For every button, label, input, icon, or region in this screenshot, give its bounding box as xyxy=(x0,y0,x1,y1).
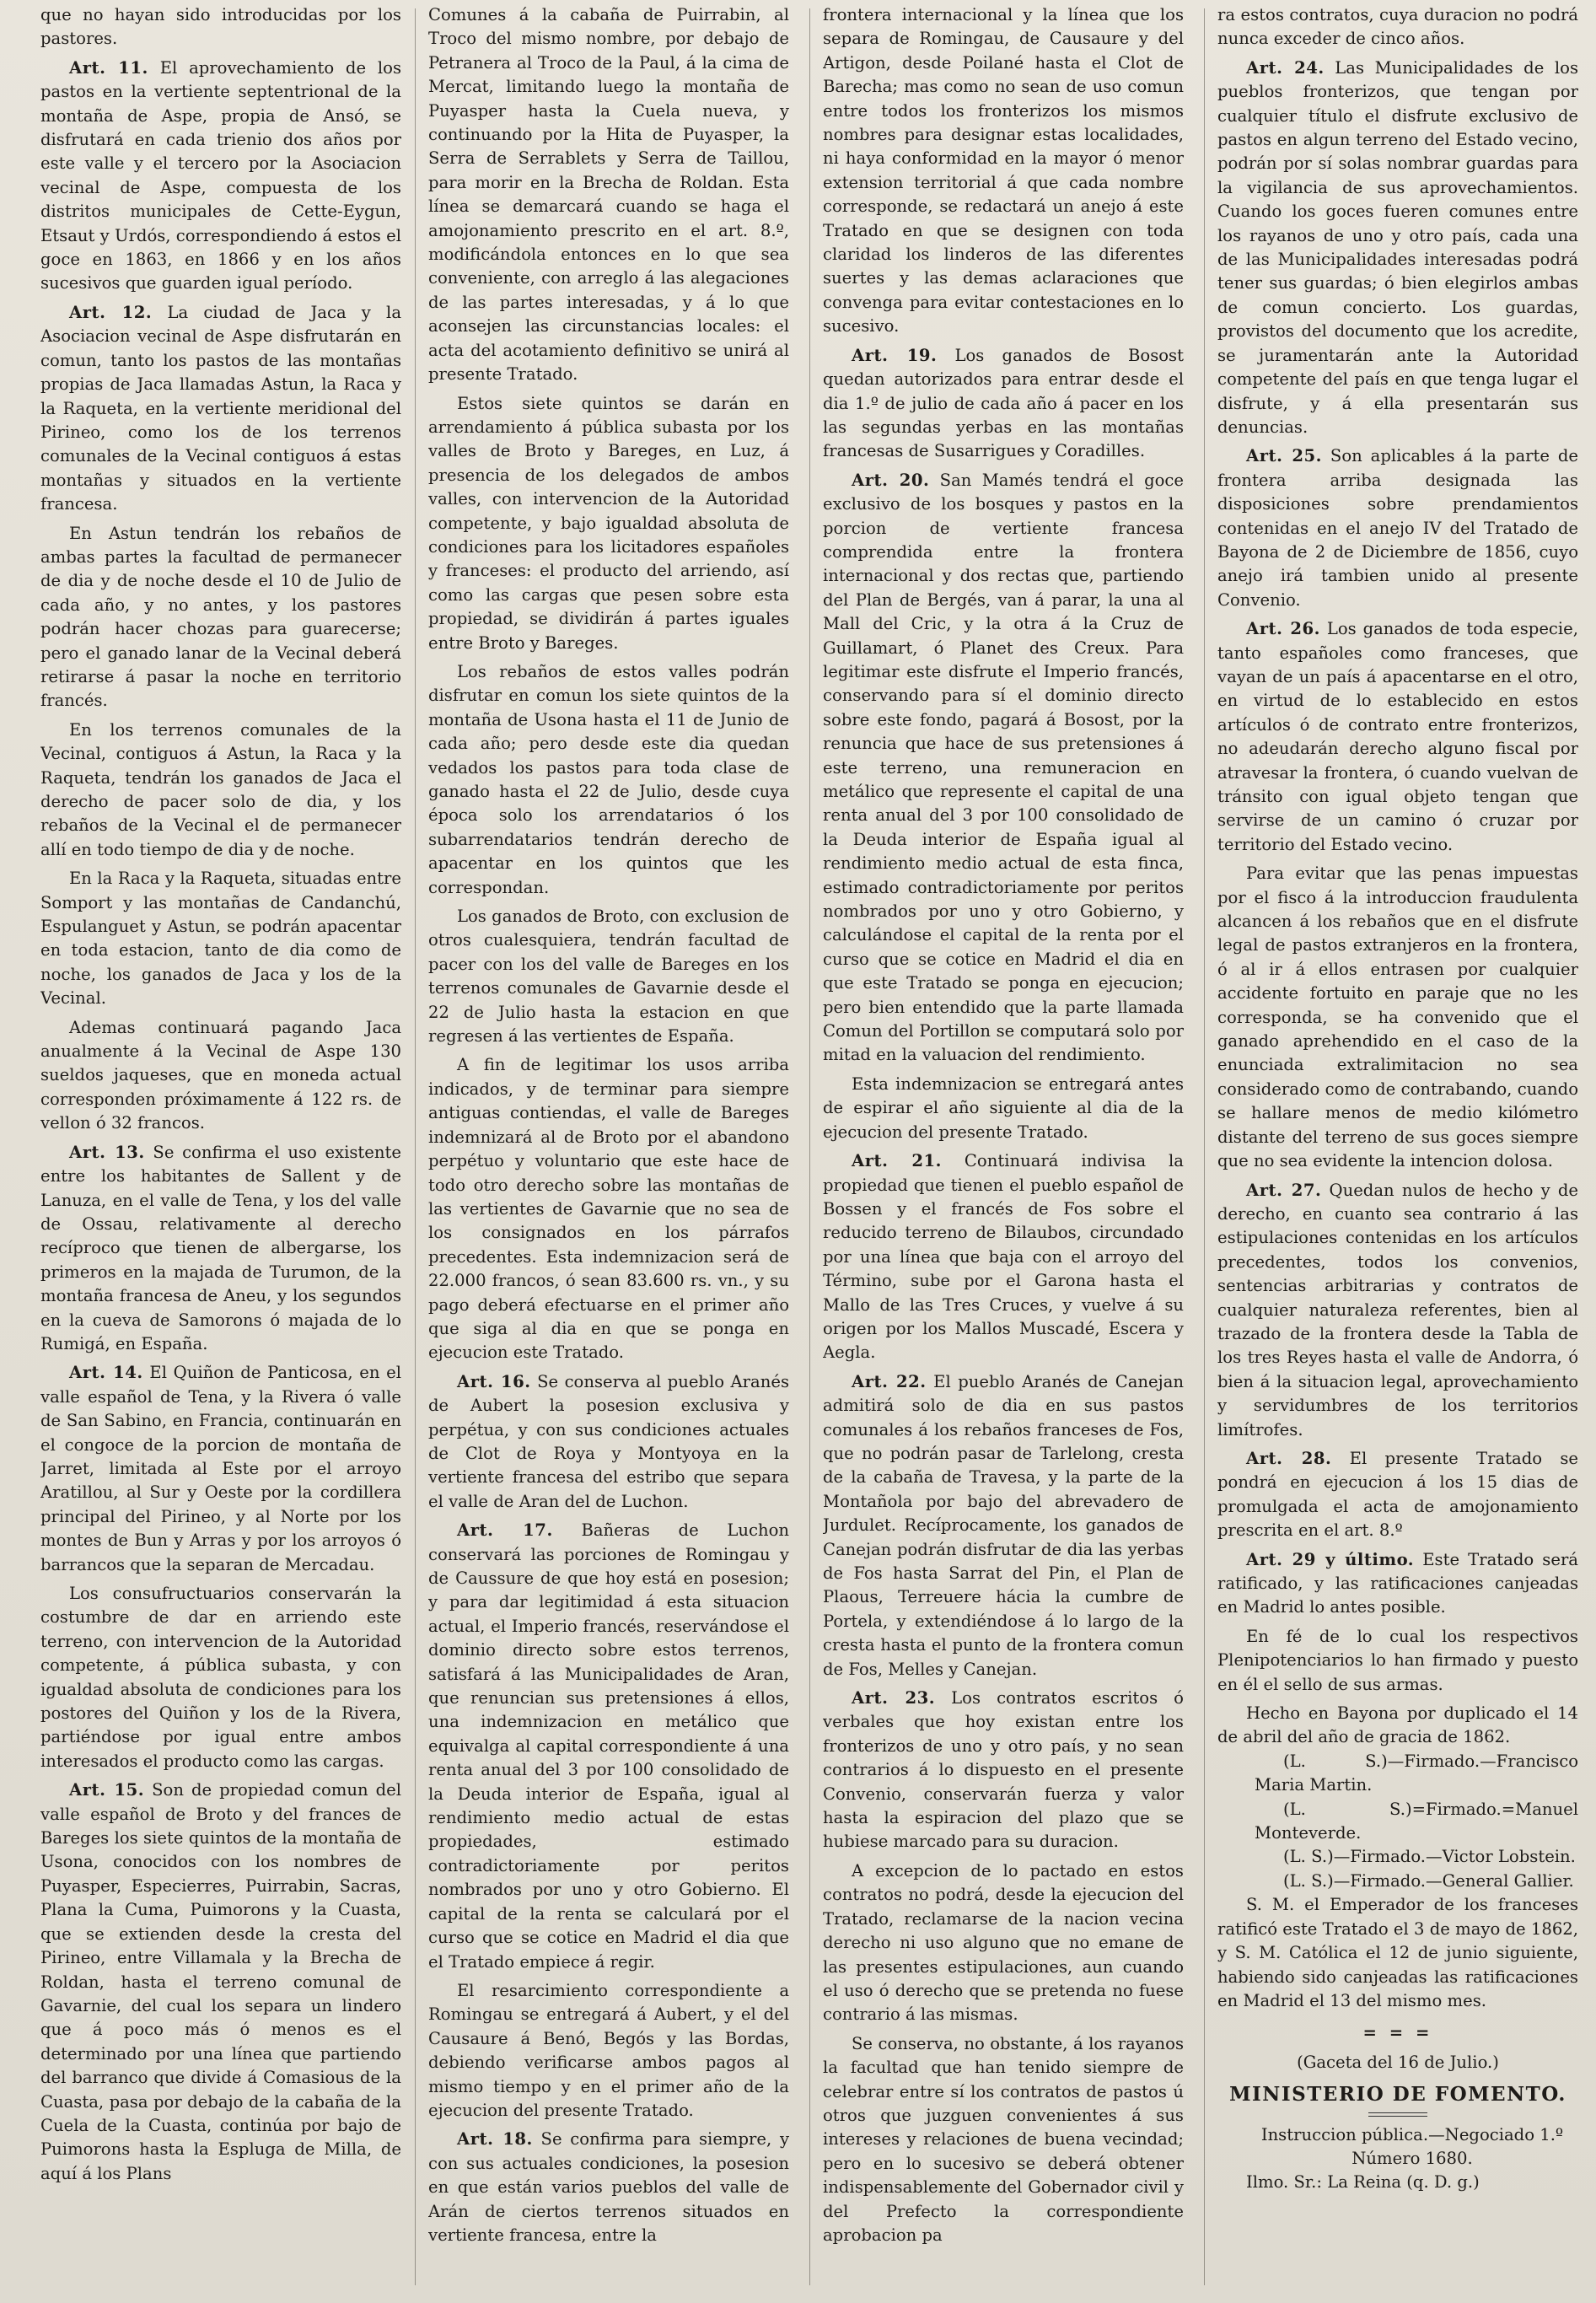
paragraph-text: En Astun tendrán los rebaños de ambas partes la facultad de permanecer de dia y de noche desde el 10 de Julio de cada año, y no antes, y los pastores podrán hacer chozas para guarecerse; pero el ganado lanar de la Vecinal deberá retirarse á pasar la noche en territorio francés. xyxy=(40,523,401,711)
paragraph xyxy=(428,1519,789,1974)
paragraph-text: Ademas continuará pagando Jaca anualmente á la Vecinal de Aspe 130 sueldos jaqueses, que en moneda actual corresponden próximamente á 122 rs. de vellon ó 32 francos. xyxy=(40,1017,401,1133)
column-rule xyxy=(809,8,810,2285)
paragraph-text: A excepcion de lo pactado en estos contratos no podrá, desde la ejecucion del Tratado, reclamarse de la nacion vecina derecho ni uso alguno que no emane de las presentes estipulaciones, aun cuando el uso ó derecho que se pretenda no fuese contrario á las mismas. xyxy=(823,1860,1184,2025)
text-column-4 xyxy=(1217,3,1578,2297)
paragraph xyxy=(428,905,789,1048)
paragraph xyxy=(1217,56,1578,440)
heading-rule xyxy=(1368,2112,1427,2117)
signature-line: (L. S.)—Firmado.—Francisco Maria Martin. xyxy=(1255,1751,1578,1795)
paragraph-text: ra estos contratos, cuya duracion no podrá nunca exceder de cinco años. xyxy=(1217,5,1578,49)
paragraph-text: Son de propiedad comun del valle español de Broto y del frances de Bareges los siete quintos de la montaña de Usona, conocidos con los nombres de Puyasper, Especierres, Puirrabin, Sacras, Plana la Cuma, Puimorons y la Cuasta, que se extienden desde la cresta del Pirineo, entre Villamala y la Brecha de Roldan, hasta el terreno comunal de Gavarnie, del cual los separa un lindero que á poco más ó menos es el determinado por una línea que partiendo del barranco que divide á Comasious de la Cuasta, pasa por debajo de la cabaña de la Cuela de la Cuasta, continúa por bajo de Puimorons hasta la Espluga de Milla, de aquí á los Plans xyxy=(40,1780,401,2183)
paragraph-text: Se conserva, no obstante, á los rayanos la facultad que han tenido siempre de celebrar entre sí los contratos de pastos ú otros que juzguen convenientes á sus intereses y relaciones de buena vecindad; pero en lo sucesivo se deberá obtener indispensablemente del Gobernador civil y del Prefecto la correspondiente aprobacion pa xyxy=(823,2033,1184,2245)
paragraph xyxy=(40,1778,401,2186)
paragraph xyxy=(1217,3,1578,51)
paragraph-text: Los ganados de toda especie, tanto españoles como franceses, que vayan de un país á apacentarse en el otro, en virtud de lo establecido en estos artículos ó de contrato entre fronterizos, no adeudarán derecho alguno fiscal por atravesar la frontera, ó cuando vuelvan de tránsito con igual objeto tengan que servirse de un camino ó cruzar por territorio del Estado vecino. xyxy=(1217,619,1578,854)
article-label: Art. 26. xyxy=(1246,619,1320,639)
article-label: Art. 22. xyxy=(852,1371,927,1391)
ministry-heading: MINISTERIO DE FOMENTO. xyxy=(1229,2083,1566,2107)
paragraph-text: Los consufructuarios conservarán la costumbre de dar en arriendo este terreno, con intervencion de la Autoridad competente, á pública subasta, y con igualdad absoluta de condiciones para los postores del Quiñon y los de la Rivera, partiéndose por igual entre ambos interesados el producto como las cargas. xyxy=(40,1584,401,1771)
paragraph xyxy=(428,392,789,655)
paragraph-text: Para evitar que las penas impuestas por el fisco á la introduccion fraudulenta alcancen á los rebaños que en el disfrute legal de pastos extranjeros en la frontera, ó al ir á ellos entrasen por cualquier accidente fortuito en paraje que no les corresponda, se ha convenido que el ganado aprehendido en el caso de la enunciada extralimitacion no sea considerado como de contrabando, cuando se hallare menos de medio kilómetro distante del terreno de sus goces siempre que no sea evidente la intencion dolosa. xyxy=(1217,864,1578,1171)
paragraph-text: Los ganados de Bosost quedan autorizados para entrar desde el dia 1.º de julio de cada año á pacer en los las segundas yerbas en las montañas francesas de Susarrigues y Coradilles. xyxy=(823,345,1184,461)
paragraph xyxy=(428,2128,789,2247)
paragraph-text: Comunes á la cabaña de Puirrabin, al Troco del mismo nombre, por debajo de Petranera al Troco de la Paul, á la cima de Mercat, limitando luego la montaña de Puyasper hasta la Cuela nueva, y continuando por la Hita de Puyasper, la Serra de Serrablets y Serra de Taillou, para morir en la Brecha de Roldan. Esta línea se demarcará cuando se haga el amojonamiento prescrito en el art. 8.º, modificándola entonces en lo que sea conveniente, con arreglo á las alegaciones de las partes interesadas, y á lo que aconsejen las circunstancias locales: el acta del acotamiento definitivo se unirá al presente Tratado. xyxy=(428,5,789,385)
article-label: Art. 23. xyxy=(852,1688,936,1708)
paragraph xyxy=(1217,617,1578,857)
text-column-2 xyxy=(428,3,789,2297)
paragraph-text: A fin de legitimar los usos arriba indicados, y de terminar para siempre antiguas contiendas, el valle de Bareges indemnizará al de Broto por el abandono perpétuo y voluntario que este hace de todo otro derecho sobre las montañas de las vertientes de Gavarnie que no sea de los consignados en los párrafos precedentes. Esta indemnizacion será de 22.000 francos, ó sean 83.600 rs. vn., y su pago deberá efectuarse en el primer año que siga al dia en que se ponga en ejecucion este Tratado. xyxy=(428,1055,789,1363)
paragraph xyxy=(428,1053,789,1364)
article-label: Art. 12. xyxy=(69,302,153,322)
article-label: Art. 19. xyxy=(852,345,938,365)
paragraph-text: Estos siete quintos se darán en arrendamiento á pública subasta por los valles de Broto y Bareges, en Luz, á presencia de los delegados de ambos valles, con intervencion de la Autoridad competente, y bajo igualdad absoluta de condiciones para los licitadores españoles y franceses: el producto del arriendo, así como las cargas que pesen sobre esta propiedad, se dividirán á partes iguales entre Broto y Bareges. xyxy=(428,393,789,653)
paragraph-text: Los contratos escritos ó verbales que hoy existan entre los fronterizos de uno y otro país, y no sean contrarios á lo dispuesto en el presente Convenio, conservarán fuerza y valor hasta la espiracion del plazo que se hubiese marcado para su duracion. xyxy=(823,1688,1184,1852)
ratification-paragraph: S. M. el Emperador de los franceses ratificó este Tratado el 3 de mayo de 1862, y S. M. Católica el 12 de junio siguiente, habiendo sido canjeadas las ratificaciones en Madrid el 13 del mismo mes. xyxy=(1217,1895,1578,2010)
signature-line: (L. S.)=Firmado.=Manuel Monteverde. xyxy=(1255,1799,1578,1843)
article-label: Art. 21. xyxy=(852,1151,942,1171)
article-label: Art. 20. xyxy=(852,470,930,490)
paragraph xyxy=(1217,1702,1578,1750)
paragraph-text: Este Tratado será ratificado, y las ratificaciones canjeadas en Madrid lo antes posible. xyxy=(1217,1549,1578,1617)
article-label: Art. 11. xyxy=(69,57,148,78)
paragraph xyxy=(823,1859,1184,2027)
paragraph-text: Esta indemnizacion se entregará antes de espirar el año siguiente al dia de la ejecucion del presente Tratado. xyxy=(823,1073,1184,1142)
paragraph-text: El presente Tratado se pondrá en ejecucion á los 15 dias de promulgada el acta de amojonamiento prescrita en el art. 8.º xyxy=(1217,1448,1578,1541)
paragraph-text: El resarcimiento correspondiente a Romingau se entregará á Aubert, y el del Causaure á Benó, Begós y las Bordas, debiendo verificarse ambos pagos al mismo tiempo y en el primer año de la ejecucion del presente Tratado. xyxy=(428,1980,789,2120)
article-label: Art. 13. xyxy=(69,1142,145,1162)
paragraph xyxy=(428,660,789,900)
column-4-articles xyxy=(1217,3,1578,1750)
article-label: Art. 15. xyxy=(69,1780,145,1800)
paragraph xyxy=(823,1687,1184,1854)
instruccion-line: Instruccion pública.—Negociado 1.º xyxy=(1260,2124,1564,2144)
paragraph xyxy=(428,1979,789,2123)
signature-line: (L. S.)—Firmado.—General Gallier. xyxy=(1283,1870,1574,1891)
article-label: Art. 17. xyxy=(457,1520,553,1541)
section-separator: = = = xyxy=(1362,2023,1433,2043)
article-label: Art. 14. xyxy=(69,1363,143,1383)
paragraph-text: Bañeras de Luchon conservará las porciones de Romingau y de Caussure de que hoy está en posesion; y para dar legitimidad á esta situacion actual, el Imperio francés, reservándose el dominio directo sobre estos terrenos, satisfará á las Municipalidades de Aran, que renuncian sus pretensiones á ellos, una indemnizacion en metálico que equivalga al capital correspondiente á una renta anual del 3 por 100 consolidado de la Deuda interior de España, igual al rendimiento medio actual de estas propiedades, estimado contradictoriamente por peritos nombrados por uno y otro Gobierno. El capital de la renta se calculará por el curso que se cotice en Madrid el dia que el Tratado empiece á regir. xyxy=(428,1520,789,1972)
article-label: Art. 16. xyxy=(457,1371,531,1391)
paragraph-text: En fé de lo cual los respectivos Plenipotenciarios lo han firmado y puesto en él el sello de sus armas. xyxy=(1217,1626,1578,1694)
paragraph xyxy=(1217,1625,1578,1697)
signature-block xyxy=(1217,1750,1578,1893)
paragraph xyxy=(428,1370,789,1514)
paragraph-text: Se confirma el uso existente entre los habitantes de Sallent y de Lanuza, en el valle de Tena, y los del valle de Ossau, relativamente al derecho recíproco que tienen de albergarse, los primeros en la majada de Turumon, de la montaña francesa de Aneu, y los segundos en la cueva de Samorons ó majada de lo Rumigá, en España. xyxy=(40,1142,401,1353)
signature-line: (L. S.)—Firmado.—Victor Lobstein. xyxy=(1283,1847,1576,1867)
article-label: Art. 25. xyxy=(1246,446,1322,466)
salutation: Ilmo. Sr.: La Reina (q. D. g.) xyxy=(1246,2172,1480,2193)
paragraph xyxy=(823,2032,1184,2248)
paragraph-text: El Quiñon de Panticosa, en el valle español de Tena, y la Rivera ó valle de San Sabino, en Francia, continuarán en el congoce de la porcion de montaña de Jarret, limitada al Este por el arroyo Aratillou, al Sur y Oeste por la cordillera principal del Pirineo, y al Norte por los montes de Bun y Arras y por los arroyos ó barrancos que la separan de Mercadau. xyxy=(40,1363,401,1574)
paragraph-text: que no hayan sido introducidas por los pastores. xyxy=(40,5,401,49)
paragraph xyxy=(40,522,401,713)
paragraph xyxy=(823,1073,1184,1144)
paragraph-text: Se confirma para siempre, y con sus actuales condiciones, la posesion en que están varios pueblos del valle de Arán de ciertos terrenos situados en vertiente francesa, entre la xyxy=(428,2129,789,2245)
paragraph-text: En los terrenos comunales de la Vecinal, contiguos á Astun, la Raca y la Raqueta, tendrán los ganados de Jaca el derecho de pacer solo de dia, y los rebaños de la Vecinal el de permanecer allí en todo tiempo de dia y de noche. xyxy=(40,719,401,859)
paragraph-text: Son aplicables á la parte de frontera arriba designada las disposiciones sobre prendamientos contenidas en el anejo IV del Tratado de Bayona de 2 de Diciembre de 1856, cuyo anejo irá tambien unido al presente Convenio. xyxy=(1217,446,1578,610)
paragraph-text: Continuará indivisa la propiedad que tienen el pueblo español de Bossen y el francés de Fos sobre el reducido terreno de Bilaubos, circundado por una línea que baja con el arroyo del Término, sube por el Garona hasta el Mallo de las Tres Cruces, y vuelve á su origen por los Mallos Muscadé, Escera y Aegla. xyxy=(823,1151,1184,1363)
paragraph-text: En la Raca y la Raqueta, situadas entre Somport y las montañas de Candanchú, Espulanguet y Astun, se podrán apacentar en toda estacion, tanto de dia como de noche, los ganados de Jaca y los de la Vecinal. xyxy=(40,869,401,1009)
paragraph xyxy=(823,344,1184,464)
gaceta-note: (Gaceta del 16 de Julio.) xyxy=(1297,2052,1499,2072)
paragraph-text: Hecho en Bayona por duplicado el 14 de abril del año de gracia de 1862. xyxy=(1217,1703,1578,1747)
text-column-3 xyxy=(823,3,1184,2297)
column-rule xyxy=(1204,8,1205,2285)
paragraph-text: La ciudad de Jaca y la Asociacion vecinal de Aspe disfrutarán en comun, tanto los pastos de las montañas propias de Jaca llamadas Astun, la Raca y la Raqueta, en la vertiente meridional del Pirineo, como los de los terrenos comunales de la Vecinal contiguos á estas montañas y situados en la vertiente francesa. xyxy=(40,302,401,514)
paragraph-text: Se conserva al pueblo Aranés de Aubert la posesion exclusiva y perpétua, y con sus condiciones actuales de Clot de Roya y Montyoya en la vertiente francesa del estribo que separa el valle de Aran del de Luchon. xyxy=(428,1371,789,1511)
article-label: Art. 27. xyxy=(1246,1180,1322,1200)
paragraph-text: San Mamés tendrá el goce exclusivo de los bosques y pastos en la porcion de vertiente francesa comprendida entre la frontera internacional y dos rectas que, partiendo del Plan de Bergés, van á parar, la una al Mall del Cric, y la otra á la Cruz de Guillamart, ó Planet des Creux. Para legitimar este disfrute el Imperio francés, conservando para sí el dominio directo sobre este fondo, pagará á Bosost, por la renuncia que hace de sus pretensiones á este terreno, una remuneracion en metálico que represente el capital de una renta anual del 3 por 100 consolidado de la Deuda interior de España igual al rendimiento medio actual de esta finca, estimado contradictoriamente por peritos nombrados por uno y otro Gobierno, y calculándose el capital de la renta por el curso que se cotice en Madrid el dia en que este Tratado se ponga en ejecucion; pero bien entendido que la parte llamada Comun del Portillon se computará solo por mitad en la valuacion del rendimiento. xyxy=(823,470,1184,1065)
paragraph-text: Los ganados de Broto, con exclusion de otros cualesquiera, tendrán facultad de pacer con los del valle de Bareges en los terrenos comunales de Gavarnie desde el 22 de Julio hasta la estacion en que regresen á las vertientes de España. xyxy=(428,907,789,1047)
paragraph-text: frontera internacional y la línea que los separa de Romingau, de Causaure y del Artigon, desde Poilané hasta el Clot de Barecha; mas como no sean de uso comun entre todos los fronterizos los mismos nombres para designar estas localidades, ni haya conformidad en la mayor ó menor extension territorial á que cada nombre corresponde, se redactará un anejo á este Tratado en que se designen con toda claridad los linderos de las diferentes suertes y las demas aclaraciones que convenga para evitar contestaciones en lo sucesivo. xyxy=(823,5,1184,336)
paragraph-text: El pueblo Aranés de Canejan admitirá solo de dia en sus pastos comunales á los rebaños franceses de Fos, que no podrán pasar de Tarlelong, cresta de la cabaña de Travesa, y la parte de la Montañola por bajo del abrevadero de Jurdulet. Recíprocamente, los ganados de Canejan podrán disfrutar de dia las yerbas de Fos hasta Sarrat del Pin, el Plan de Plaous, Terreuere hácia la cumbre de Portela, y extendiéndose á lo largo de la cresta hasta el punto de la frontera comun de Fos, Melles y Canejan. xyxy=(823,1371,1184,1679)
paragraph-text: El aprovechamiento de los pastos en la vertiente septentrional de la montaña de Aspe, propia de Ansó, se disfrutará en cada trienio dos años por este valle y el tercero por la Asociacion vecinal de Aspe, compuesta de los distritos municipales de Cette-Eygun, Etsaut y Urdós, correspondiendo á estos el goce en 1863, en 1866 y en los años sucesivos que guarden igual período. xyxy=(40,57,401,293)
paragraph xyxy=(40,1141,401,1357)
paragraph xyxy=(823,469,1184,1068)
paragraph xyxy=(40,718,401,862)
text-column-1 xyxy=(40,3,401,2297)
paragraph xyxy=(40,1016,401,1136)
article-label: Art. 29 y último. xyxy=(1246,1549,1415,1569)
article-label: Art. 24. xyxy=(1246,57,1325,78)
paragraph-text: Las Municipalidades de los pueblos fronterizos, que tengan por cualquier título el disfrute exclusivo de pastos en algun terreno del Estado vecino, podrán por sí solas nombrar guardas para la vigilancia de sus aprovechamientos. Cuando los goces fueren comunes entre los rayanos de uno y otro país, cada una de las Municipalidades interesadas podrá tener sus guardas; ó bien elegirlos ambas de comun concierto. Los guardas, provistos del documento que los acredite, se juramentarán ante la Autoridad competente del país en que tenga lugar el disfrute, y á ella presentarán sus denuncias. xyxy=(1217,57,1578,437)
paragraph xyxy=(1217,1179,1578,1442)
paragraph xyxy=(823,1149,1184,1365)
paragraph-text: Quedan nulos de hecho y de derecho, en cuanto sea contrario á las estipulaciones contenidas en los artículos precedentes, todos los convenios, sentencias arbitrarias y contratos de cualquier naturaleza referentes, bien al trazado de la frontera desde la Tabla de los tres Reyes hasta el valle de Andorra, ó bien á la situacion legal, aprovechamiento y servidumbres de los territorios limítrofes. xyxy=(1217,1180,1578,1439)
paragraph xyxy=(40,3,401,51)
paragraph xyxy=(823,1370,1184,1682)
paragraph xyxy=(40,867,401,1010)
paragraph xyxy=(823,3,1184,339)
paragraph xyxy=(428,3,789,387)
paragraph xyxy=(1217,1447,1578,1543)
paragraph xyxy=(1217,444,1578,612)
paragraph xyxy=(40,1361,401,1577)
paragraph xyxy=(1217,1548,1578,1620)
paragraph xyxy=(1217,862,1578,1173)
column-rule xyxy=(415,8,416,2285)
article-label: Art. 28. xyxy=(1246,1448,1332,1468)
paragraph xyxy=(40,301,401,517)
paragraph xyxy=(40,1582,401,1773)
paragraph xyxy=(40,56,401,296)
numero-line: Número 1680. xyxy=(1351,2148,1473,2168)
article-label: Art. 18. xyxy=(457,2129,533,2150)
paragraph-text: Los rebaños de estos valles podrán disfrutar en comun los siete quintos de la montaña de Usona hasta el 11 de Junio de cada año; pero desde este dia quedan vedados los pastos para toda clase de ganado hasta el 22 de Julio, desde cuya época solo los arrendatarios ó los subarrendatarios tendrán derecho de apacentar en los quintos que les correspondan. xyxy=(428,661,789,897)
